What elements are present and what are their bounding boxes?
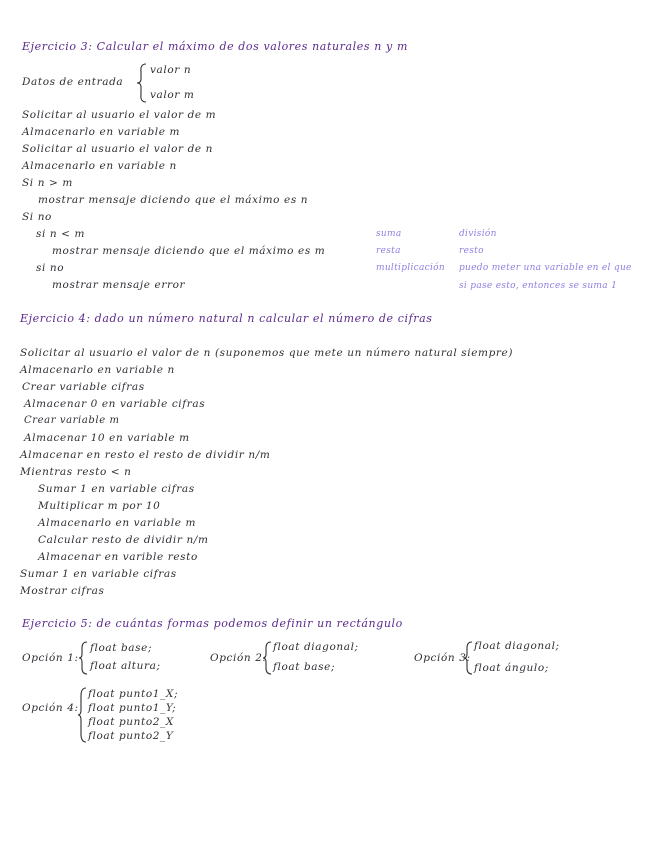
ex4-line: Mostrar cifras [20, 585, 105, 597]
ex3-line: mostrar mensaje error [52, 279, 186, 291]
opcion-2-label: Opción 2: [210, 652, 267, 664]
datos-brace-icon [136, 62, 148, 104]
ex3-line: Si n > m [22, 177, 73, 189]
ex4-line: Crear variable cifras [22, 381, 145, 393]
ex4-line: Almacenarlo en variable n [20, 364, 175, 376]
ex3-title: Ejercicio 3: Calcular el máximo de dos valores naturales n y m [22, 40, 408, 53]
opcion-3-item: float ángulo; [474, 662, 549, 674]
ex4-line: Sumar 1 en variable cifras [20, 568, 177, 580]
ex4-line: Almacenar en varible resto [38, 551, 198, 563]
note-resto: resto [459, 246, 484, 256]
ex3-line: si no [36, 262, 65, 274]
ex3-line: si n < m [36, 228, 86, 240]
ex5-title: Ejercicio 5: de cuántas formas podemos definir un rectángulo [22, 617, 403, 630]
opcion-3-item: float diagonal; [474, 640, 560, 652]
note-resta: resta [376, 246, 401, 256]
opcion-2-brace-icon [262, 640, 272, 676]
ex4-line: Almacenar 10 en variable m [24, 432, 190, 444]
opcion-1-label: Opción 1: [22, 652, 79, 664]
opcion-4-item: float punto2_Y [88, 730, 174, 742]
opcion-4-label: Opción 4: [22, 702, 79, 714]
datos-item-valor-m: valor m [150, 89, 195, 101]
ex4-line: Calcular resto de dividir n/m [38, 534, 209, 546]
ex4-line: Solicitar al usuario el valor de n (suponemos que mete un número natural siempre) [20, 347, 514, 359]
opcion-1-item: float base; [90, 642, 153, 654]
ex4-line: Almacenarlo en variable m [38, 517, 197, 529]
ex4-line: Almacenar 0 en variable cifras [24, 398, 206, 410]
ex4-line: Almacenar en resto el resto de dividir n/m [20, 449, 271, 461]
opcion-1-item: float altura; [90, 660, 161, 672]
datos-entrada-label: Datos de entrada [22, 76, 124, 88]
ex4-line: Multiplicar m por 10 [38, 500, 161, 512]
ex3-line: Almacenarlo en variable m [22, 126, 181, 138]
ex4-title: Ejercicio 4: dado un número natural n calcular el número de cifras [20, 312, 433, 325]
ex4-line: Sumar 1 en variable cifras [38, 483, 195, 495]
opcion-4-brace-icon [77, 686, 87, 744]
opcion-2-item: float diagonal; [273, 641, 359, 653]
opcion-1-brace-icon [78, 640, 88, 676]
opcion-4-item: float punto1_X; [88, 688, 179, 700]
ex3-line: Solicitar al usuario el valor de m [22, 109, 217, 121]
opcion-4-item: float punto2_X [88, 716, 174, 728]
opcion-4-item: float punto1_Y; [88, 702, 177, 714]
datos-item-valor-n: valor n [150, 64, 192, 76]
ex3-line: Almacenarlo en variable n [22, 160, 177, 172]
opcion-3-label: Opción 3: [414, 652, 471, 664]
ex3-line: mostrar mensaje diciendo que el máximo es m [52, 245, 326, 257]
ex3-line: mostrar mensaje diciendo que el máximo es n [38, 194, 309, 206]
ex3-line: Solicitar al usuario el valor de n [22, 143, 214, 155]
note-si-pasa: si pase esto, entonces se suma 1 [459, 281, 618, 291]
note-suma: suma [376, 229, 402, 239]
note-multiplicacion: multiplicación [376, 263, 445, 273]
note-division: división [459, 229, 497, 239]
ex3-line: Si no [22, 211, 52, 223]
opcion-3-brace-icon [463, 640, 473, 676]
ex4-line: Crear variable m [24, 415, 120, 426]
opcion-2-item: float base; [273, 661, 336, 673]
ex4-line: Mientras resto < n [20, 466, 132, 478]
note-variable: puedo meter una variable en el que [459, 263, 632, 273]
